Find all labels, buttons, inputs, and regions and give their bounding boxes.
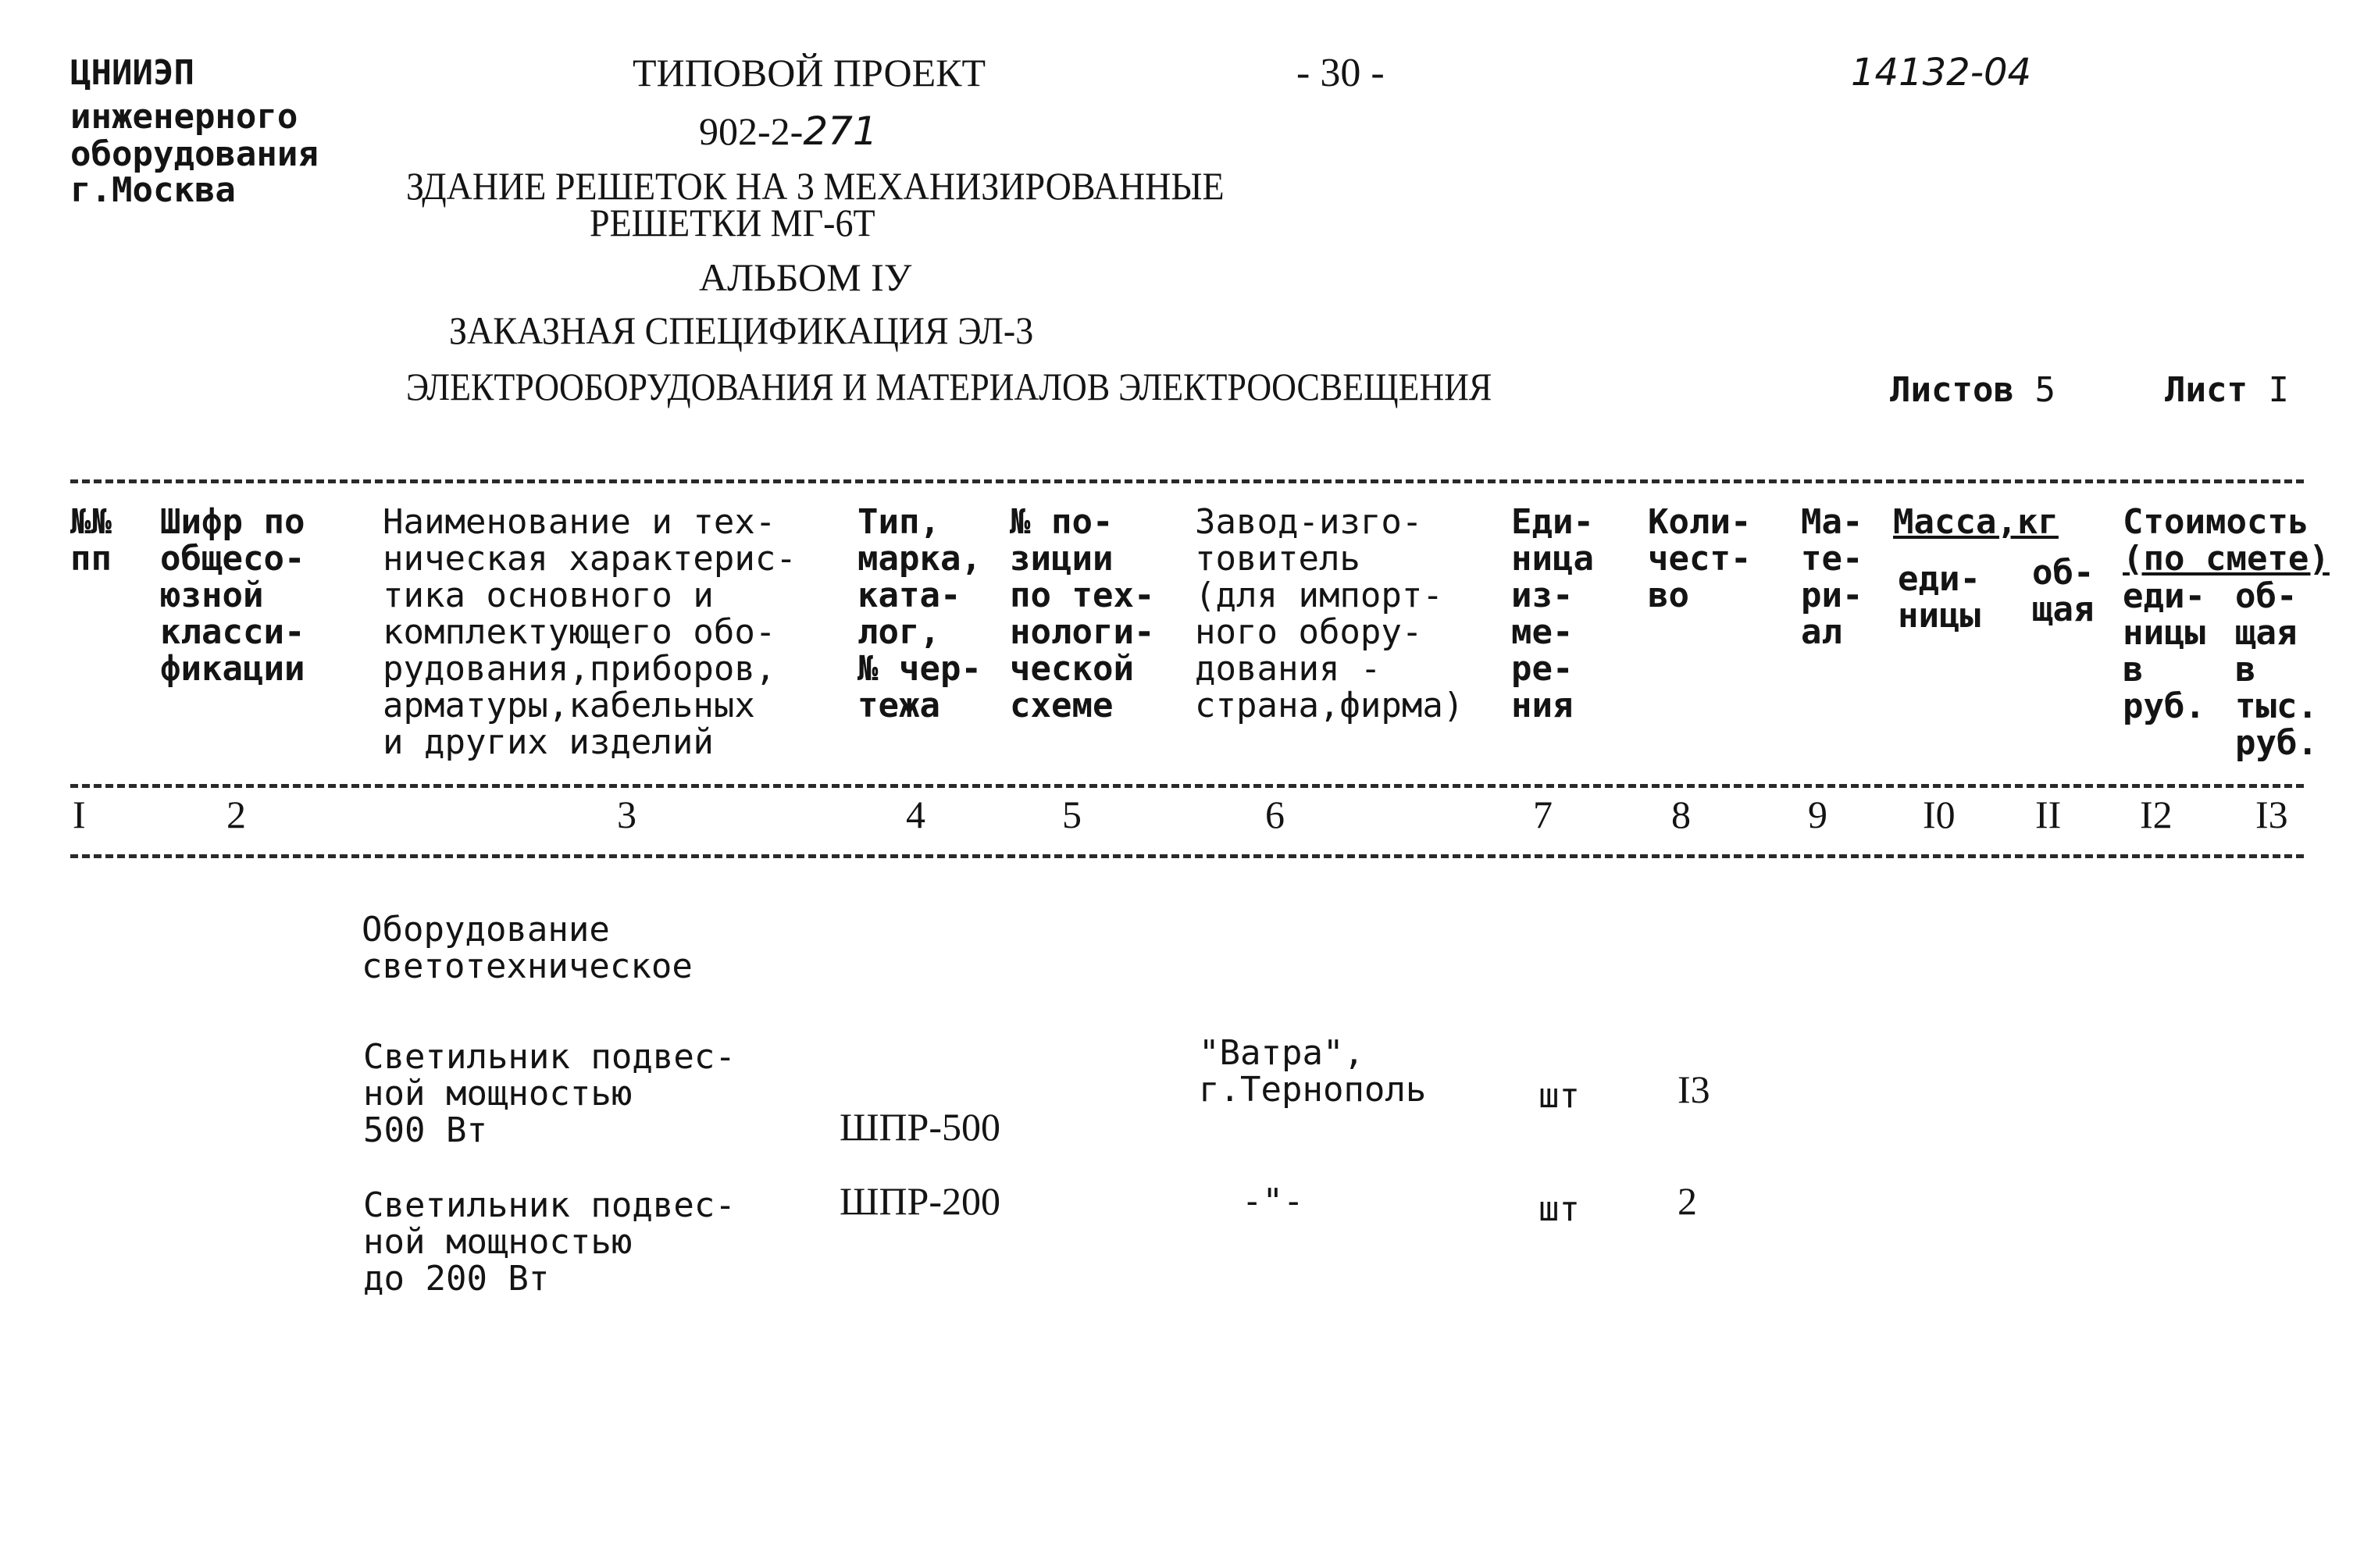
cost-group-title: Стоимость (по смете) [2123, 502, 2330, 579]
sheets-count [1890, 372, 2055, 408]
item-unit: шт [1538, 1076, 1580, 1116]
item-type: ШПР-500 [840, 1105, 1001, 1149]
sheet-number [2165, 372, 2289, 408]
col-header-number: №№ пп [70, 502, 112, 579]
col-header-cost-total: об- щая в тыс. руб. [2235, 576, 2318, 763]
project-number-handwritten: 271 [803, 109, 878, 154]
album-title: АЛЬБОМ IУ [699, 255, 912, 299]
spec-title: ЗАКАЗНАЯ СПЕЦИФИКАЦИЯ ЭЛ-3 [449, 308, 1034, 352]
item-manufacturer: "Ватра", г.Тернополь [1199, 1033, 1427, 1110]
sheets-label: Листов [1890, 370, 2014, 410]
column-number: I3 [2255, 793, 2288, 836]
col-header-material: Ма- те- ри- ал [1801, 502, 1863, 652]
org-line: инженерного [70, 97, 298, 137]
document-title-line1: ЗДАНИЕ РЕШЕТОК НА 3 МЕХАНИЗИРОВАННЫЕ [406, 164, 1225, 208]
org-line: г.Москва [70, 170, 236, 210]
spec-subtitle: ЭЛЕКТРООБОРУДОВАНИЯ И МАТЕРИАЛОВ ЭЛЕКТРООСВЕЩЕНИЯ [406, 365, 1492, 408]
col-header-cost-unit: еди- ницы в руб. [2123, 576, 2205, 726]
item-quantity: I3 [1678, 1067, 1710, 1111]
org-line: ЦНИИЭП [70, 53, 194, 93]
document-title-line2: РЕШЕТКИ МГ-6Т [590, 201, 875, 244]
column-number: 3 [617, 793, 636, 836]
item-unit: шт [1538, 1189, 1580, 1229]
page-marker: - 30 - [1296, 51, 1385, 95]
col-header-mass-total: об- щая [2032, 553, 2095, 629]
project-label: ТИПОВОЙ ПРОЕКТ [633, 51, 986, 94]
section-title: Оборудование светотехническое [362, 910, 693, 986]
sheet-value: I [2268, 370, 2289, 410]
col-header-mass-unit: еди- ницы [1898, 559, 1981, 636]
column-number: 7 [1533, 793, 1553, 836]
col-header-manufacturer: Завод-изго- товитель (для импорт- ного обору- дования - страна,фирма) [1195, 502, 1464, 725]
column-number: I2 [2140, 793, 2173, 836]
col-header-type: Тип, марка, ката- лог, № чер- тежа [857, 502, 982, 725]
column-numbers-bottom-rule [70, 854, 2304, 858]
column-number: I [73, 793, 86, 836]
mass-group-title: Масса,кг [1893, 502, 2059, 542]
column-number: 9 [1808, 793, 1827, 836]
col-header-quantity: Коли- чест- во [1648, 502, 1752, 615]
col-header-code: Шифр по общесо- юзной класси- фикации [160, 502, 305, 689]
sheets-value: 5 [2034, 370, 2055, 410]
item-name: Светильник подвес- ной мощностью 500 Вт [363, 1037, 736, 1150]
column-number: I0 [1923, 793, 1956, 836]
inventory-number: 14132-04 [1851, 51, 2032, 94]
project-number-prefix: 902-2- [699, 109, 804, 153]
column-number: II [2035, 793, 2062, 836]
column-number: 5 [1062, 793, 1082, 836]
table-top-rule [70, 479, 2304, 483]
item-name: Светильник подвес- ной мощностью до 200 Вт [363, 1185, 736, 1299]
sheet-label: Лист [2165, 370, 2248, 410]
item-manufacturer: -"- [1242, 1181, 1304, 1221]
col-header-position: № по- зиции по тех- нологи- ческой схеме [1010, 502, 1155, 725]
col-header-name: Наименование и тех- ническая характерис- тика основного и комплектующего обо- рудования,приборов, арматуры,кабельных и других изделий [383, 502, 797, 762]
org-line: оборудования [70, 134, 319, 174]
item-quantity: 2 [1678, 1179, 1697, 1223]
column-number: 6 [1265, 793, 1285, 836]
column-number: 4 [906, 793, 925, 836]
item-type: ШПР-200 [840, 1179, 1001, 1223]
project-number [699, 109, 878, 154]
header-bottom-rule [70, 784, 2304, 788]
column-number: 8 [1671, 793, 1691, 836]
col-header-unit: Еди- ница из- ме- ре- ния [1511, 502, 1594, 725]
column-number: 2 [226, 793, 246, 836]
